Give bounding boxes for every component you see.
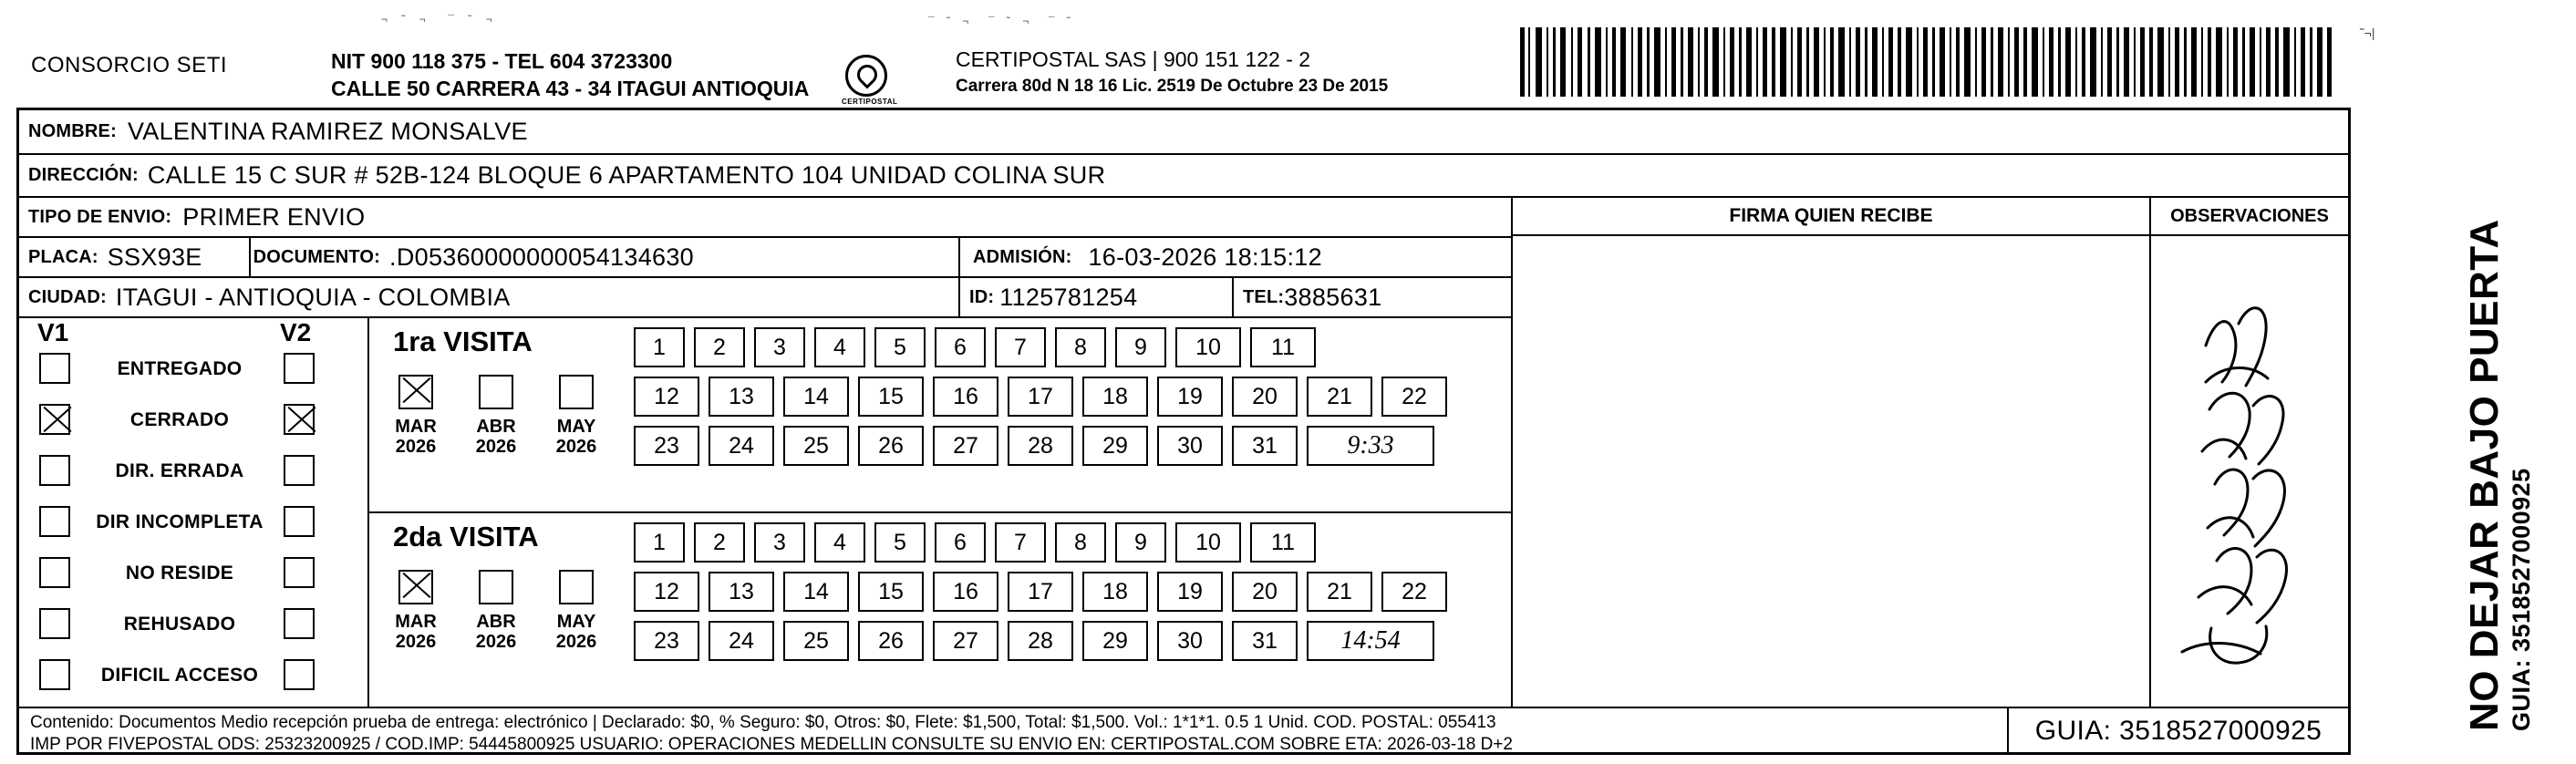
status-label-entregado: ENTREGADO bbox=[117, 358, 243, 379]
visit-1-day[interactable]: 17 bbox=[1008, 377, 1073, 417]
field-placa bbox=[19, 236, 958, 276]
visit-1-day-marked[interactable]: 19 bbox=[1157, 377, 1223, 417]
checkbox-v2-entregado[interactable] bbox=[284, 353, 315, 384]
field-tipo-envio bbox=[19, 196, 1511, 236]
placa-label: PLACA: bbox=[28, 246, 98, 267]
visit-1-day[interactable]: 29 bbox=[1082, 426, 1148, 466]
observaciones-column bbox=[2149, 196, 2348, 707]
v1-label: V1 bbox=[37, 318, 69, 346]
footer-line-2: IMP POR FIVEPOSTAL ODS: 25323200925 / COD.IMP: 54445800925 USUARIO: OPERACIONES MEDELLIN CONSULTE SU ENVIO EN: CERTIPOSTAL.COM SOBRE ETA: 2026-03-18 D+2 bbox=[30, 735, 1513, 754]
company-address-line: CALLE 50 CARRERA 43 - 34 ITAGUI ANTIOQUIA bbox=[331, 77, 810, 100]
visit-1-month-abr[interactable] bbox=[466, 375, 526, 457]
visit-2-day[interactable]: 4 bbox=[814, 522, 865, 563]
visit-2-day[interactable]: 23 bbox=[634, 621, 699, 661]
visit-1-day[interactable]: 9 bbox=[1115, 327, 1166, 367]
visit-1-day[interactable]: 26 bbox=[858, 426, 924, 466]
tel-value: 3885631 bbox=[1284, 283, 1382, 311]
certipostal-logo-icon bbox=[842, 55, 898, 106]
v2-label: V2 bbox=[280, 318, 312, 346]
visit-2-day[interactable]: 6 bbox=[935, 522, 986, 563]
visit-2-day[interactable]: 9 bbox=[1115, 522, 1166, 563]
side-notice-strip bbox=[2356, 108, 2548, 755]
barcode bbox=[1516, 27, 2337, 97]
status-row-dir-incompleta bbox=[19, 502, 367, 553]
visit-1-day[interactable]: 27 bbox=[933, 426, 998, 466]
operator-name: CERTIPOSTAL SAS | 900 151 122 - 2 bbox=[956, 47, 1311, 71]
visit-1-day[interactable]: 1 bbox=[634, 327, 685, 367]
visit-1-day[interactable]: 14 bbox=[783, 377, 849, 417]
visit-2-day-marked[interactable]: 20 bbox=[1232, 572, 1298, 612]
status-row-entregado bbox=[19, 349, 367, 400]
firma-signature-area[interactable] bbox=[1513, 236, 2149, 708]
direccion-value: CALLE 15 C SUR # 52B-124 BLOQUE 6 APARTAMENTO 104 UNIDAD COLINA SUR bbox=[147, 161, 1106, 189]
visit-2-day[interactable]: 24 bbox=[709, 621, 774, 661]
visit-2-days-row-3 bbox=[634, 621, 1447, 661]
visit-1-month-may[interactable] bbox=[546, 375, 606, 457]
field-tel bbox=[1232, 276, 1511, 316]
visit-2-day[interactable]: 10 bbox=[1175, 522, 1241, 563]
visit-2-day[interactable]: 25 bbox=[783, 621, 849, 661]
documento-divider bbox=[249, 236, 251, 276]
visit-2-day[interactable]: 13 bbox=[709, 572, 774, 612]
scan-artifact-top-right: ¯ ˜ ¬ ¯ ˜ ¬ ¯ ˜ bbox=[928, 15, 1075, 27]
status-label-dificil-acceso: DIFICIL ACCESO bbox=[100, 665, 259, 686]
visit-2-day[interactable]: 5 bbox=[874, 522, 926, 563]
firma-column bbox=[1511, 196, 2149, 707]
visit-1-month-mar-name: MAR bbox=[395, 417, 437, 437]
footer-text bbox=[30, 712, 1981, 756]
ciudad-value: ITAGUI - ANTIOQUIA - COLOMBIA bbox=[115, 283, 511, 311]
visit-1-day[interactable]: 30 bbox=[1157, 426, 1223, 466]
visit-2-day[interactable]: 27 bbox=[933, 621, 998, 661]
visit-2-month-mar[interactable] bbox=[386, 570, 446, 652]
observaciones-handwriting[interactable] bbox=[2151, 236, 2348, 692]
company-name: CONSORCIO SETI bbox=[31, 53, 228, 77]
visit-1-day[interactable]: 11 bbox=[1250, 327, 1316, 367]
status-checkbox-block bbox=[19, 316, 367, 707]
visit-1-day[interactable]: 22 bbox=[1381, 377, 1447, 417]
visit-2-months bbox=[386, 570, 606, 652]
visit-1-month-mar[interactable] bbox=[386, 375, 446, 457]
x-mark-icon bbox=[400, 377, 431, 408]
visit-2-days bbox=[634, 522, 1447, 670]
visit-1-month-mar-year: 2026 bbox=[395, 437, 437, 457]
visit-1-day[interactable]: 16 bbox=[933, 377, 998, 417]
visit-1-day[interactable]: 23 bbox=[634, 426, 699, 466]
visit-2-day[interactable]: 14 bbox=[783, 572, 849, 612]
visit-1-day[interactable]: 15 bbox=[858, 377, 924, 417]
visit-1-month-may-name: MAY bbox=[556, 417, 596, 437]
status-label-rehusado: REHUSADO bbox=[123, 614, 236, 635]
x-mark-icon bbox=[285, 406, 313, 433]
observaciones-header: OBSERVACIONES bbox=[2151, 198, 2348, 236]
field-admision bbox=[958, 236, 1511, 276]
ciudad-label: CIUDAD: bbox=[28, 286, 107, 307]
checkbox-v1-rehusado[interactable] bbox=[39, 608, 70, 639]
visit-2-day[interactable]: 22 bbox=[1381, 572, 1447, 612]
tipo-envio-label: TIPO DE ENVIO: bbox=[28, 206, 172, 227]
visit-1-day[interactable]: 2 bbox=[694, 327, 745, 367]
documento-label: DOCUMENTO: bbox=[253, 246, 381, 267]
side-notice-text: NO DEJAR BAJO PUERTA bbox=[2462, 219, 2507, 731]
id-value: 1125781254 bbox=[999, 283, 1138, 311]
visit-2-month-abr-name: ABR bbox=[476, 612, 516, 632]
footer-block bbox=[19, 707, 2348, 754]
id-label: ID: bbox=[969, 286, 995, 307]
visit-2-block bbox=[367, 511, 1511, 707]
nombre-label: NOMBRE: bbox=[28, 121, 117, 141]
status-row-no-reside bbox=[19, 553, 367, 604]
visit-2-day[interactable]: 21 bbox=[1307, 572, 1372, 612]
checkbox-v1-no-reside[interactable] bbox=[39, 557, 70, 588]
tipo-envio-value: PRIMER ENVIO bbox=[182, 202, 366, 231]
visit-2-month-mar-year: 2026 bbox=[395, 632, 437, 652]
visit-1-days-row-3 bbox=[634, 426, 1447, 466]
visit-1-day[interactable]: 5 bbox=[874, 327, 926, 367]
visit-1-day[interactable]: 24 bbox=[709, 426, 774, 466]
checkbox-v2-dir-errada[interactable] bbox=[284, 455, 315, 486]
visit-2-day[interactable]: 15 bbox=[858, 572, 924, 612]
status-label-dir-incompleta: DIR INCOMPLETA bbox=[96, 511, 264, 532]
visit-1-day[interactable]: 7 bbox=[995, 327, 1046, 367]
field-direccion bbox=[19, 153, 2348, 196]
visit-2-day[interactable]: 1 bbox=[634, 522, 685, 563]
company-nit-line: NIT 900 118 375 - TEL 604 3723300 bbox=[331, 49, 673, 73]
documento-value: .D05360000000054134630 bbox=[389, 243, 694, 271]
checkbox-v1-entregado[interactable] bbox=[39, 353, 70, 384]
visit-2-days-row-1 bbox=[634, 522, 1447, 563]
status-row-dir-errada bbox=[19, 451, 367, 502]
side-guia-text: GUIA: 3518527000925 bbox=[2508, 468, 2535, 731]
field-nombre bbox=[19, 110, 2348, 153]
visit-1-block bbox=[367, 316, 1511, 511]
footer-guia: GUIA: 3518527000925 bbox=[2007, 708, 2348, 754]
admision-label: ADMISIÓN: bbox=[973, 246, 1072, 267]
visit-1-day[interactable]: 4 bbox=[814, 327, 865, 367]
company-nit-block bbox=[331, 47, 809, 102]
visit-2-month-may[interactable] bbox=[546, 570, 606, 652]
visit-2-time[interactable]: 14:54 bbox=[1307, 621, 1434, 661]
visit-1-day[interactable]: 13 bbox=[709, 377, 774, 417]
operator-license: Carrera 80d N 18 16 Lic. 2519 De Octubre 23 De 2015 bbox=[956, 77, 1389, 96]
visit-1-month-may-year: 2026 bbox=[555, 437, 597, 457]
nombre-value: VALENTINA RAMIREZ MONSALVE bbox=[127, 118, 528, 145]
visit-2-day[interactable]: 18 bbox=[1082, 572, 1148, 612]
operator-block bbox=[956, 46, 1388, 100]
visit-2-month-abr-year: 2026 bbox=[475, 632, 517, 652]
status-row-rehusado bbox=[19, 604, 367, 656]
tel-label: TEL: bbox=[1243, 286, 1285, 307]
visit-1-months bbox=[386, 375, 606, 457]
firma-header: FIRMA QUIEN RECIBE bbox=[1513, 198, 2149, 236]
checkbox-v2-cerrado[interactable] bbox=[284, 404, 315, 435]
visit-1-day[interactable]: 6 bbox=[935, 327, 986, 367]
visit-2-day[interactable]: 19 bbox=[1157, 572, 1223, 612]
visit-1-month-abr-year: 2026 bbox=[475, 437, 517, 457]
visit-1-day[interactable]: 12 bbox=[634, 377, 699, 417]
logo-caption: CERTIPOSTAL bbox=[842, 98, 898, 106]
visit-1-days-row-1 bbox=[634, 327, 1447, 367]
admision-value: 16-03-2026 18:15:12 bbox=[1088, 243, 1322, 271]
direccion-label: DIRECCIÓN: bbox=[28, 165, 139, 185]
visit-2-day[interactable]: 29 bbox=[1082, 621, 1148, 661]
visit-2-month-mar-name: MAR bbox=[395, 612, 437, 632]
visit-1-days-row-2 bbox=[634, 377, 1447, 417]
visit-2-title: 2da VISITA bbox=[393, 521, 539, 552]
visit-2-month-may-year: 2026 bbox=[555, 632, 597, 652]
scan-artifact-top-left: ¬ ˜ ¬ ¯ ˜ ¬ bbox=[381, 13, 506, 26]
status-label-cerrado: CERRADO bbox=[129, 409, 230, 430]
visit-1-day[interactable]: 20 bbox=[1232, 377, 1298, 417]
visit-2-day[interactable]: 3 bbox=[754, 522, 805, 563]
checkbox-v2-dir-incompleta[interactable] bbox=[284, 506, 315, 537]
checkbox-v1-dir-incompleta[interactable] bbox=[39, 506, 70, 537]
x-mark-icon bbox=[41, 406, 68, 433]
visit-2-day[interactable]: 8 bbox=[1055, 522, 1106, 563]
status-row-dificil-acceso bbox=[19, 656, 367, 707]
checkbox-v1-dir-errada[interactable] bbox=[39, 455, 70, 486]
visit-2-day[interactable]: 17 bbox=[1008, 572, 1073, 612]
visit-2-day[interactable]: 7 bbox=[995, 522, 1046, 563]
placa-value: SSX93E bbox=[107, 243, 202, 271]
visit-2-day[interactable]: 26 bbox=[858, 621, 924, 661]
status-header bbox=[19, 318, 367, 349]
checkbox-v2-no-reside[interactable] bbox=[284, 557, 315, 588]
status-row-cerrado bbox=[19, 400, 367, 451]
footer-line-1: Contenido: Documentos Medio recepción prueba de entrega: electrónico | Declarado: $0, % Seguro: $0, Otros: $0, Flete: $1,500, Total: $1,500. Vol.: 1*1*1. 0.5 1 Unid. COD. POSTAL: 055413 bbox=[30, 713, 1496, 732]
visit-1-title: 1ra VISITA bbox=[393, 325, 533, 357]
visit-2-day[interactable]: 2 bbox=[694, 522, 745, 563]
label-body bbox=[16, 108, 2351, 755]
visit-2-day[interactable]: 30 bbox=[1157, 621, 1223, 661]
field-ciudad bbox=[19, 276, 958, 316]
visit-2-day[interactable]: 11 bbox=[1250, 522, 1316, 563]
visit-1-day[interactable]: 28 bbox=[1008, 426, 1073, 466]
visit-2-day[interactable]: 12 bbox=[634, 572, 699, 612]
visit-2-month-may-name: MAY bbox=[556, 612, 596, 632]
visit-1-day[interactable]: 21 bbox=[1307, 377, 1372, 417]
checkbox-v2-dificil-acceso[interactable] bbox=[284, 659, 315, 690]
field-id bbox=[958, 276, 1232, 316]
visit-2-day[interactable]: 31 bbox=[1232, 621, 1298, 661]
visit-1-day[interactable]: 3 bbox=[754, 327, 805, 367]
visit-1-day[interactable]: 31 bbox=[1232, 426, 1298, 466]
visit-2-day[interactable]: 16 bbox=[933, 572, 998, 612]
checkbox-v1-dificil-acceso[interactable] bbox=[39, 659, 70, 690]
label-sheet bbox=[16, 9, 2551, 755]
x-mark-icon bbox=[400, 572, 431, 603]
visit-2-days-row-2 bbox=[634, 572, 1447, 612]
visit-2-month-abr[interactable] bbox=[466, 570, 526, 652]
scan-artifact-corner: ˜¬| bbox=[2360, 26, 2375, 40]
visit-1-day[interactable]: 10 bbox=[1175, 327, 1241, 367]
status-label-dir-errada: DIR. ERRADA bbox=[115, 460, 244, 481]
visit-1-time[interactable]: 9:33 bbox=[1307, 426, 1434, 466]
checkbox-v2-rehusado[interactable] bbox=[284, 608, 315, 639]
visit-1-day[interactable]: 18 bbox=[1082, 377, 1148, 417]
visit-1-day[interactable]: 25 bbox=[783, 426, 849, 466]
visit-1-days bbox=[634, 327, 1447, 475]
visit-2-day[interactable]: 28 bbox=[1008, 621, 1073, 661]
visit-1-day[interactable]: 8 bbox=[1055, 327, 1106, 367]
status-label-no-reside: NO RESIDE bbox=[125, 563, 234, 583]
checkbox-v1-cerrado[interactable] bbox=[39, 404, 70, 435]
header-band bbox=[16, 9, 2551, 109]
visit-1-month-abr-name: ABR bbox=[476, 417, 516, 437]
